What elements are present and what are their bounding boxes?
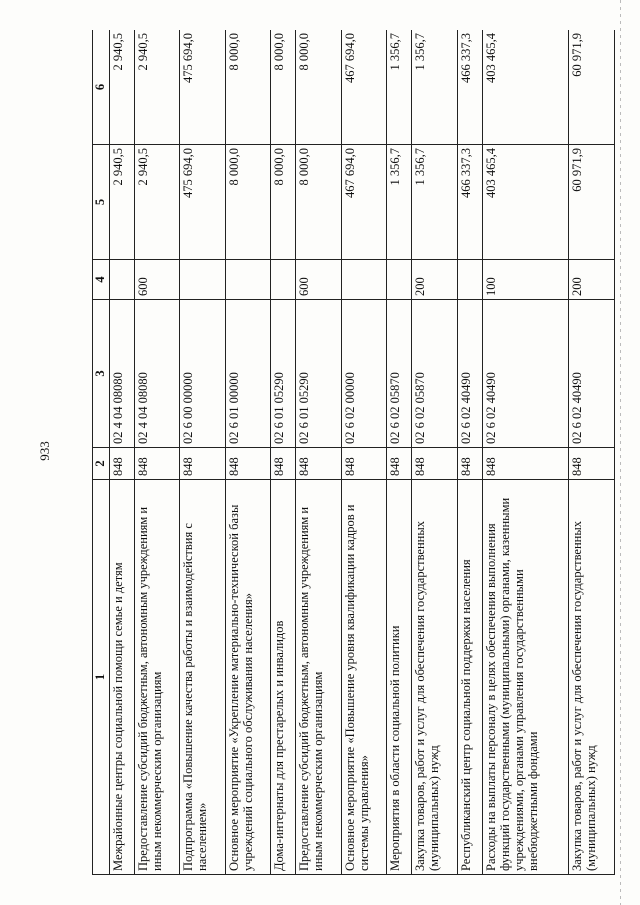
- cell-name: Межрайонные центры социальной помощи семье и детям: [110, 480, 135, 875]
- cell-expense-type: [387, 260, 412, 300]
- cell-amount-1: 8 000,0: [225, 145, 271, 260]
- cell-expense-type: [110, 260, 135, 300]
- cell-name: Республиканский центр социальной поддержки населения: [457, 480, 482, 875]
- table-row: [271, 30, 296, 875]
- cell-name: Закупка товаров, работ и услуг для обеспечения государственных (муниципальных) нужд: [569, 480, 615, 875]
- cell-name: Предоставление субсидий бюджетным, автономным учреждениям и иным некоммерческим организациям: [134, 480, 180, 875]
- cell-code: 848: [180, 448, 226, 480]
- rotated-page-content: [92, 30, 615, 875]
- cell-amount-1: 1 356,7: [387, 145, 412, 260]
- cell-target-article: 02 6 02 40490: [457, 300, 482, 448]
- cell-amount-2: 1 356,7: [387, 30, 412, 145]
- cell-amount-1: 2 940,5: [110, 145, 135, 260]
- cell-expense-type: [271, 260, 296, 300]
- table-body: [110, 30, 615, 875]
- cell-expense-type: 200: [412, 260, 458, 300]
- cell-expense-type: 600: [134, 260, 180, 300]
- cell-target-article: 02 6 01 05290: [271, 300, 296, 448]
- cell-amount-2: 8 000,0: [296, 30, 342, 145]
- cell-expense-type: 600: [296, 260, 342, 300]
- cell-target-article: 02 6 02 40490: [482, 300, 569, 448]
- cell-amount-2: 403 465,4: [482, 30, 569, 145]
- header-col-2: 2: [93, 448, 110, 480]
- table-row: [387, 30, 412, 875]
- cell-target-article: 02 6 00 00000: [180, 300, 226, 448]
- cell-name: Основное мероприятие «Повышение уровня квалификации кадров и системы управления»: [341, 480, 387, 875]
- cell-target-article: 02 6 02 05870: [387, 300, 412, 448]
- table-row: [482, 30, 569, 875]
- cell-target-article: 02 4 04 08080: [134, 300, 180, 448]
- cell-amount-2: 60 971,9: [569, 30, 615, 145]
- header-col-4: 4: [93, 260, 110, 300]
- cell-expense-type: 200: [569, 260, 615, 300]
- header-row: [93, 30, 110, 875]
- cell-amount-2: 467 694,0: [341, 30, 387, 145]
- cell-amount-1: 475 694,0: [180, 145, 226, 260]
- cell-name: Закупка товаров, работ и услуг для обеспечения государственных (муниципальных) нужд: [412, 480, 458, 875]
- cell-target-article: 02 6 02 05870: [412, 300, 458, 448]
- cell-name: Мероприятия в области социальной политики: [387, 480, 412, 875]
- cell-amount-1: 467 694,0: [341, 145, 387, 260]
- scan-edge: [620, 0, 621, 905]
- budget-table: [92, 30, 615, 875]
- table-container: [92, 30, 615, 875]
- cell-target-article: 02 6 02 40490: [569, 300, 615, 448]
- cell-expense-type: [457, 260, 482, 300]
- cell-code: 848: [569, 448, 615, 480]
- header-col-6: 6: [93, 30, 110, 145]
- cell-amount-1: 466 337,3: [457, 145, 482, 260]
- cell-expense-type: [341, 260, 387, 300]
- cell-code: 848: [271, 448, 296, 480]
- table-row: [296, 30, 342, 875]
- cell-expense-type: [225, 260, 271, 300]
- cell-amount-2: 1 356,7: [412, 30, 458, 145]
- header-col-5: 5: [93, 145, 110, 260]
- cell-code: 848: [341, 448, 387, 480]
- cell-code: 848: [387, 448, 412, 480]
- cell-target-article: 02 6 02 00000: [341, 300, 387, 448]
- cell-amount-1: 1 356,7: [412, 145, 458, 260]
- table-row: [134, 30, 180, 875]
- cell-amount-2: 8 000,0: [225, 30, 271, 145]
- cell-name: Предоставление субсидий бюджетным, автономным учреждениям и иным некоммерческим организациям: [296, 480, 342, 875]
- cell-amount-2: 2 940,5: [134, 30, 180, 145]
- cell-amount-2: 2 940,5: [110, 30, 135, 145]
- cell-code: 848: [225, 448, 271, 480]
- table-row: [341, 30, 387, 875]
- table-row: [180, 30, 226, 875]
- cell-expense-type: [180, 260, 226, 300]
- cell-amount-1: 8 000,0: [271, 145, 296, 260]
- header-col-3: 3: [93, 300, 110, 448]
- header-col-1: 1: [93, 480, 110, 875]
- cell-expense-type: 100: [482, 260, 569, 300]
- page-number: 933: [37, 441, 52, 461]
- cell-amount-1: 60 971,9: [569, 145, 615, 260]
- cell-code: 848: [482, 448, 569, 480]
- cell-code: 848: [457, 448, 482, 480]
- table-row: [225, 30, 271, 875]
- table-row: [412, 30, 458, 875]
- cell-name: Расходы на выплаты персоналу в целях обеспечения выполнения функций государственными (муниципальными) органами, казенными учреждениями, органами управления государственными внебюджетными фондами: [482, 480, 569, 875]
- cell-name: Дома-интернаты для престарелых и инвалидов: [271, 480, 296, 875]
- cell-code: 848: [412, 448, 458, 480]
- cell-amount-1: 2 940,5: [134, 145, 180, 260]
- cell-target-article: 02 6 01 00000: [225, 300, 271, 448]
- table-row: [110, 30, 135, 875]
- cell-code: 848: [110, 448, 135, 480]
- cell-name: Подпрограмма «Повышение качества работы и взаимодействия с населением»: [180, 480, 226, 875]
- cell-amount-2: 475 694,0: [180, 30, 226, 145]
- cell-amount-2: 466 337,3: [457, 30, 482, 145]
- cell-amount-1: 403 465,4: [482, 145, 569, 260]
- cell-name: Основное мероприятие «Укрепление материально-технической базы учреждений социального обслуживания населения»: [225, 480, 271, 875]
- cell-amount-2: 8 000,0: [271, 30, 296, 145]
- cell-target-article: 02 4 04 08080: [110, 300, 135, 448]
- table-row: [457, 30, 482, 875]
- cell-code: 848: [134, 448, 180, 480]
- table-row: [569, 30, 615, 875]
- cell-target-article: 02 6 01 05290: [296, 300, 342, 448]
- cell-amount-1: 8 000,0: [296, 145, 342, 260]
- cell-code: 848: [296, 448, 342, 480]
